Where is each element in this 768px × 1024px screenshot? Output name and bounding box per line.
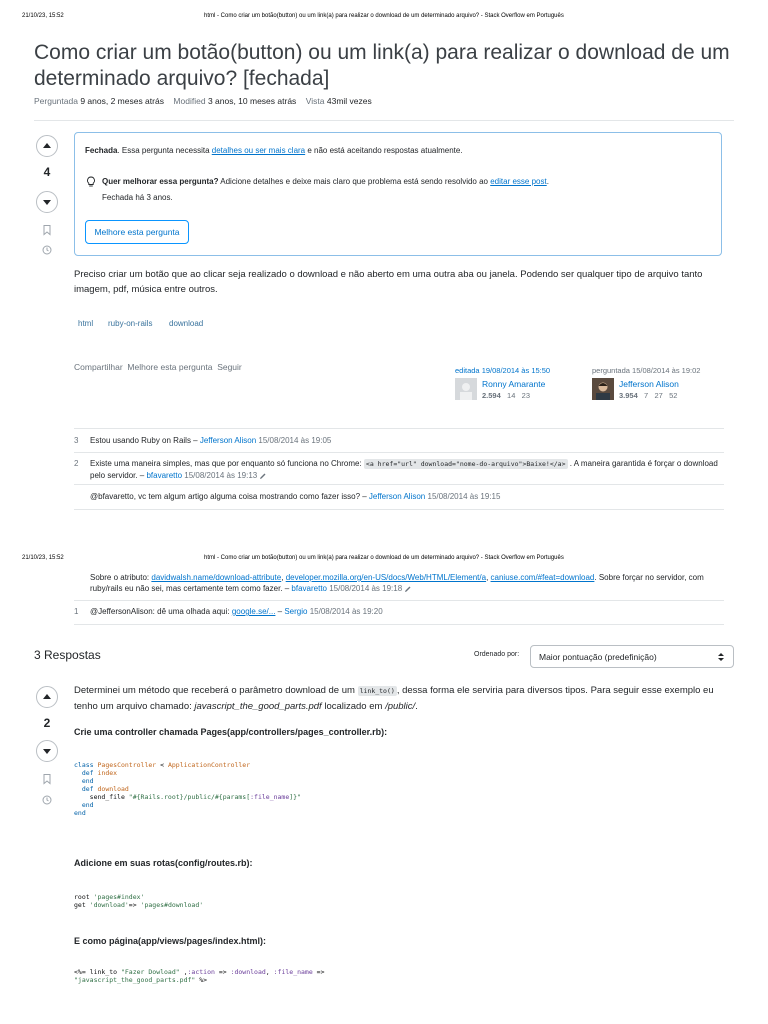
answer-text: . (415, 701, 418, 712)
asker-gold: 7 (644, 391, 649, 400)
print-date: 21/10/23, 15:52 (22, 13, 64, 19)
answer-text: localizado em (321, 701, 386, 712)
tag-download[interactable]: download (169, 319, 204, 328)
print-date: 21/10/23, 15:52 (22, 555, 64, 561)
comment-text: Estou usando Ruby on Rails – (90, 436, 200, 445)
editor-rep-value: 2.594 (482, 391, 501, 400)
code-block-routes: root 'pages#index' get 'download'=> 'pages#download' (74, 893, 204, 909)
closed-bold: Fechada (85, 146, 118, 155)
question-title[interactable]: Como criar um botão(button) ou um link(a) para realizar o download de um determinado arquivo? [fechada] (34, 41, 730, 90)
chevron-updown-icon (717, 652, 725, 662)
modified-label: Modified (173, 96, 206, 106)
closed-text-end: e não está aceitando respostas atualmente. (305, 146, 463, 155)
asker-bronze: 52 (669, 391, 678, 400)
post-actions (74, 362, 242, 372)
comment-divider (74, 428, 724, 429)
edited-label[interactable]: editada 19/08/2014 às 15:50 (455, 366, 551, 375)
share-link[interactable]: Compartilhar (74, 362, 123, 372)
improve-hint (102, 177, 549, 186)
closed-reason (85, 146, 463, 155)
comment-link[interactable]: davidwalsh.name/download-attribute (151, 573, 282, 582)
sort-select[interactable] (530, 645, 734, 668)
asked-label: Perguntada (34, 96, 78, 106)
asked-value: 9 anos, 2 meses atrás (80, 96, 164, 106)
editor-name[interactable]: Ronny Amarante (482, 379, 546, 389)
comment-text: Existe uma maneira simples, mas que por enquanto só funciona no Chrome: (90, 459, 364, 468)
comment-link[interactable]: google.se/... (231, 607, 276, 616)
downvote-button[interactable] (36, 740, 58, 762)
arrow-down-icon (42, 197, 52, 207)
question-body: Preciso criar um botão que ao clicar seja realizado o download e não aberto em uma outra aba ou janela. Podendo ser qualquer tipo de arquivo tanto imagem, pdf, música entre outros. (74, 269, 703, 295)
modified-value[interactable]: 3 anos, 10 meses atrás (207, 96, 297, 106)
arrow-up-icon (42, 692, 52, 702)
comment-user[interactable]: Jefferson Alison (199, 436, 257, 445)
asker-silver: 27 (654, 391, 663, 400)
comment-text: . Sobre forçar no servidor, com ruby/rails eu não sei, mas certamente tem como fazer. – (90, 573, 704, 593)
comment-score: 2 (74, 459, 79, 468)
code-block-controller: class PagesController < ApplicationController def index end def download send_file "#{Rails.root}/public/#{params[:file_name]}" end end (74, 761, 302, 817)
comment-link[interactable]: developer.mozilla.org/en-US/docs/Web/HTML/Element/a (285, 573, 487, 582)
comment-date[interactable]: 15/08/2014 às 19:13 (182, 471, 258, 480)
arrow-down-icon (42, 746, 52, 756)
closed-text: . Essa pergunta necessita (117, 146, 212, 155)
asked-label-card: perguntada 15/08/2014 às 19:02 (592, 366, 701, 375)
sort-label: Ordenado por: (474, 651, 520, 658)
question-vote-count: 4 (43, 165, 51, 179)
divider (34, 120, 734, 121)
print-doc-title: html - Como criar um botão(button) ou um link(a) para realizar o download de um determinado arquivo? - Stack Overflow em Português (204, 13, 564, 19)
downvote-button[interactable] (36, 191, 58, 213)
comment-divider (74, 452, 724, 453)
viewed-label: Vista (305, 96, 325, 106)
arrow-up-icon (42, 141, 52, 151)
heading-routes: Adicione em suas rotas(config/routes.rb): (74, 858, 253, 868)
asker-rep (619, 391, 677, 400)
comment-date[interactable]: 15/08/2014 às 19:15 (425, 492, 501, 501)
comment-text: . A maneira garantida é forçar o download pelo servidor. – (90, 459, 718, 480)
question-meta (34, 96, 372, 106)
bookmark-icon[interactable] (41, 224, 53, 236)
comment-divider (74, 624, 724, 625)
editor-bronze: 23 (521, 391, 530, 400)
closed-details-link[interactable]: detalhes ou ser mais clara (211, 146, 306, 155)
answer-text: , dessa forma ele serviria para diversos tipos. Para seguir esse exemplo eu tenho um arquivo chamado: (74, 685, 714, 712)
comment-score: 1 (74, 607, 79, 616)
heading-view: E como página(app/views/pages/index.html): (74, 936, 267, 946)
bookmark-icon[interactable] (41, 773, 53, 785)
comment-text: @JeffersonAlison: dê uma olhada aqui: (90, 607, 232, 616)
improve-question-button[interactable]: Melhore esta pergunta (85, 220, 189, 244)
history-icon[interactable] (41, 794, 53, 806)
upvote-button[interactable] (36, 135, 58, 157)
answers-count: 3 Respostas (34, 648, 101, 662)
comment-divider (74, 600, 724, 601)
print-doc-title: html - Como criar um botão(button) ou um link(a) para realizar o download de um determinado arquivo? - Stack Overflow em Português (204, 555, 564, 561)
answer-filename: javascript_the_good_parts.pdf (194, 701, 322, 712)
comment-text: – (275, 607, 285, 616)
follow-link[interactable]: Seguir (217, 362, 242, 372)
asker-name[interactable]: Jefferson Alison (619, 379, 679, 389)
viewed-value: 43mil vezes (326, 96, 372, 106)
comment-date[interactable]: 15/08/2014 às 19:20 (307, 607, 383, 616)
improve-hint-bold: Quer melhorar essa pergunta? (102, 177, 219, 186)
avatar[interactable] (455, 378, 473, 396)
tag-html[interactable]: html (78, 319, 94, 328)
comment-text: @bfavaretto, vc tem algum artigo alguma coisa mostrando como fazer isso? – (90, 492, 369, 501)
answer-intro (74, 683, 734, 714)
code-block-view: <%= link_to "Fazer Dowload" ,:action => :download, :file_name => "javascript_the_good_parts.pdf" %> (74, 968, 325, 984)
improve-hint-end: . (546, 177, 549, 186)
comment-text: Sobre o atributo: (90, 573, 152, 582)
sort-value: Maior pontuação (predefinição) (539, 651, 657, 662)
history-icon[interactable] (41, 244, 53, 256)
comment-user[interactable]: Sergio (284, 607, 308, 616)
comment-divider (74, 509, 724, 510)
comment-text: , (486, 573, 491, 582)
lightbulb-icon (86, 176, 96, 188)
answer-vote-count: 2 (43, 716, 51, 730)
comment-code: <a href="url" download="nome-do-arquivo">Baixe!</a> (365, 460, 566, 468)
pencil-icon (404, 585, 412, 593)
comment-date[interactable]: 15/08/2014 às 19:18 (327, 584, 403, 593)
upvote-button[interactable] (36, 686, 58, 708)
comment-score: 3 (74, 436, 79, 445)
closed-ago: Fechada há 3 anos. (102, 193, 173, 202)
improve-link[interactable]: Melhore esta pergunta (127, 362, 213, 372)
pencil-icon (259, 472, 267, 480)
comment-link[interactable]: caniuse.com/#feat=download (490, 573, 595, 582)
answer-inline-code: link_to() (359, 687, 395, 695)
comment-user[interactable]: bfavaretto (291, 584, 327, 593)
comment-user[interactable]: Jefferson Alison (368, 492, 426, 501)
comment-divider (74, 484, 724, 485)
editor-silver: 14 (507, 391, 516, 400)
avatar[interactable] (592, 378, 610, 396)
improve-hint-text: Adicione detalhes e deixe mais claro que problema está sendo resolvido ao (218, 177, 491, 186)
tag-ruby-on-rails[interactable]: ruby-on-rails (108, 319, 153, 328)
heading-controller: Crie uma controller chamada Pages(app/controllers/pages_controller.rb): (74, 727, 388, 737)
answer-text: Determinei um método que receberá o parâmetro download de um (74, 685, 358, 696)
answer-path: /public/ (385, 701, 416, 712)
comment-date[interactable]: 15/08/2014 às 19:05 (256, 436, 332, 445)
asker-rep-value: 3.954 (619, 391, 638, 400)
comment-text: , (281, 573, 286, 582)
editor-rep (482, 391, 530, 400)
comment-user[interactable]: bfavaretto (146, 471, 183, 480)
edit-post-link[interactable]: editar esse post (490, 177, 547, 186)
